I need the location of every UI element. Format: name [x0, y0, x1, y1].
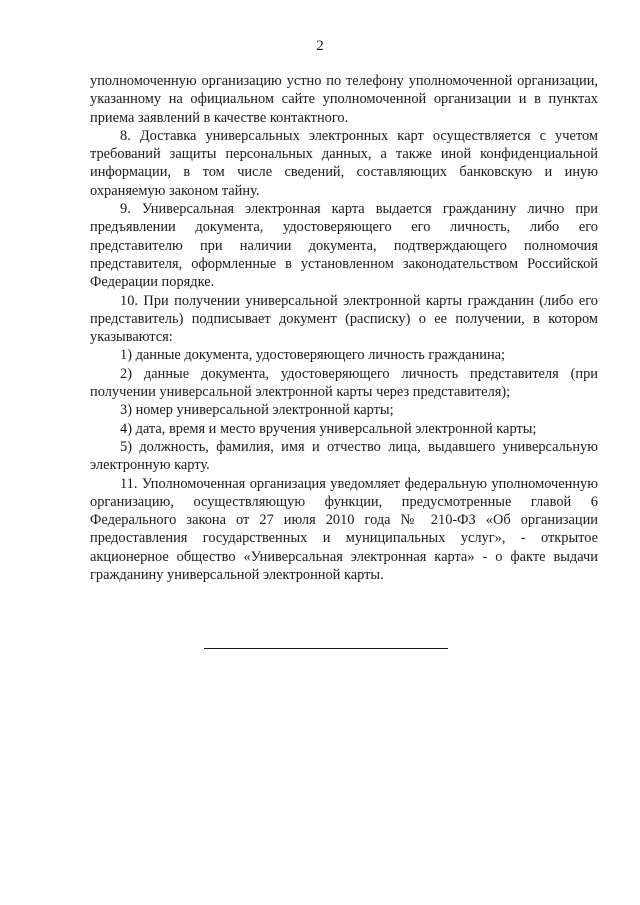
- page-number: 2: [316, 38, 324, 54]
- list-item-3: 3) номер универсальной электронной карты;: [120, 402, 394, 419]
- paragraph-9: 9. Универсальная электронная карта выдается гражданину лично при предъявлении документа, удостоверяющего его личность, либо его представителю при наличии документа, подтверждающего полномочия представителя, оформленные в установленном законодательством Российской Федерации порядке.: [90, 201, 598, 291]
- paragraph-11: 11. Уполномоченная организация уведомляет федеральную уполномоченную организацию, осуществляющую функции, предусмотренные главой 6 Федерального закона от 27 июля 2010 года № 210-ФЗ «Об организации предоставления государственных и муниципальных услуг», - открытое акционерное общество «Универсальная электронная карта» - о факте выдачи гражданину универсальной электронной карты.: [90, 475, 598, 584]
- list-item-4: 4) дата, время и место вручения универсальной электронной карты;: [120, 420, 537, 437]
- list-item-5: 5) должность, фамилия, имя и отчество лица, выдавшего универсальную электронную карту.: [90, 438, 598, 474]
- end-divider-line: [204, 648, 448, 649]
- paragraph-10: 10. При получении универсальной электронной карты гражданин (либо его представитель) подписывает документ (расписку) о ее получении, в котором указываются:: [90, 292, 598, 346]
- document-body: [90, 72, 598, 584]
- paragraph-continuation: уполномоченную организацию устно по телефону уполномоченной организации, указанному на официальном сайте уполномоченной организации и в пунктах приема заявлений в качестве контактного.: [90, 73, 598, 126]
- list-item-1: 1) данные документа, удостоверяющего личность гражданина;: [120, 347, 506, 364]
- list-item-2: 2) данные документа, удостоверяющего личность представителя (при получении универсальной электронной карты через представителя);: [90, 365, 598, 401]
- paragraph-8: 8. Доставка универсальных электронных карт осуществляется с учетом требований защиты персональных данных, а также иной конфиденциальной информации, в том числе сведений, составляющих банковскую и иную охраняемую законом тайну.: [90, 127, 598, 199]
